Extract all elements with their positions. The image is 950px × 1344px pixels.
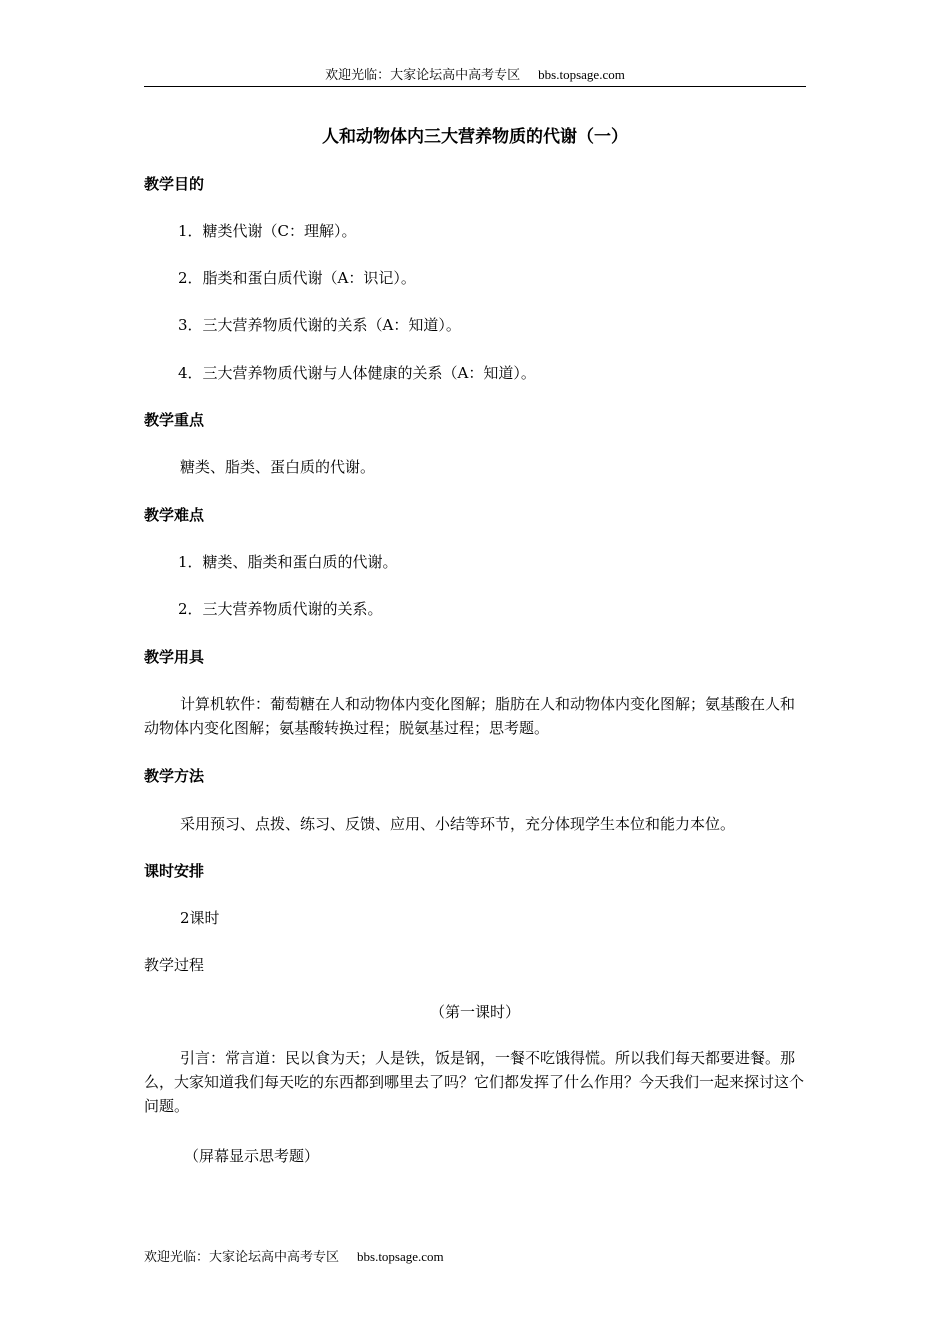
schedule-text: 2课时	[180, 909, 220, 927]
heading-process: 教学过程	[144, 956, 205, 974]
footer-url[interactable]: bbs.topsage.com	[357, 1249, 444, 1264]
heading-difficulty: 教学难点	[144, 506, 205, 524]
page-header	[144, 66, 806, 87]
goal-item: 2．脂类和蛋白质代谢（A：识记）。	[178, 269, 416, 287]
goal-item: 1．糖类代谢（C：理解）。	[178, 222, 357, 240]
header-url[interactable]: bbs.topsage.com	[538, 67, 625, 82]
intro-text: 引言：常言道：民以食为天；人是铁，饭是钢，一餐不吃饿得慌。所以我们每天都要进餐。那么，大家知道我们每天吃的东西都到哪里去了吗？它们都发挥了什么作用？今天我们一起来探讨这个问题。	[144, 1049, 805, 1115]
heading-goals: 教学目的	[144, 175, 205, 193]
tools-text: 计算机软件：葡萄糖在人和动物体内变化图解；脂肪在人和动物体内变化图解；氨基酸在人和动物体内变化图解；氨基酸转换过程；脱氨基过程；思考题。	[144, 695, 796, 737]
methods-text: 采用预习、点拨、练习、反馈、应用、小结等环节，充分体现学生本位和能力本位。	[180, 815, 736, 833]
heading-schedule: 课时安排	[144, 862, 205, 880]
difficulty-item: 1．糖类、脂类和蛋白质的代谢。	[178, 553, 398, 571]
focus-text: 糖类、脂类、蛋白质的代谢。	[180, 458, 376, 476]
document-title: 人和动物体内三大营养物质的代谢（一）	[322, 127, 628, 147]
heading-tools: 教学用具	[144, 648, 205, 666]
heading-focus: 教学重点	[144, 411, 205, 429]
page-footer	[144, 1248, 444, 1267]
footer-site: 欢迎光临：大家论坛高中高考专区	[144, 1250, 340, 1265]
difficulty-item: 2．三大营养物质代谢的关系。	[178, 600, 383, 618]
screen-note: （屏幕显示思考题）	[184, 1147, 320, 1165]
heading-methods: 教学方法	[144, 767, 205, 785]
header-site: 欢迎光临：大家论坛高中高考专区	[325, 68, 521, 83]
goal-item: 3．三大营养物质代谢的关系（A：知道）。	[178, 316, 461, 334]
goal-item: 4．三大营养物质代谢与人体健康的关系（A：知道）。	[178, 364, 536, 382]
lesson-label: （第一课时）	[429, 1003, 520, 1021]
